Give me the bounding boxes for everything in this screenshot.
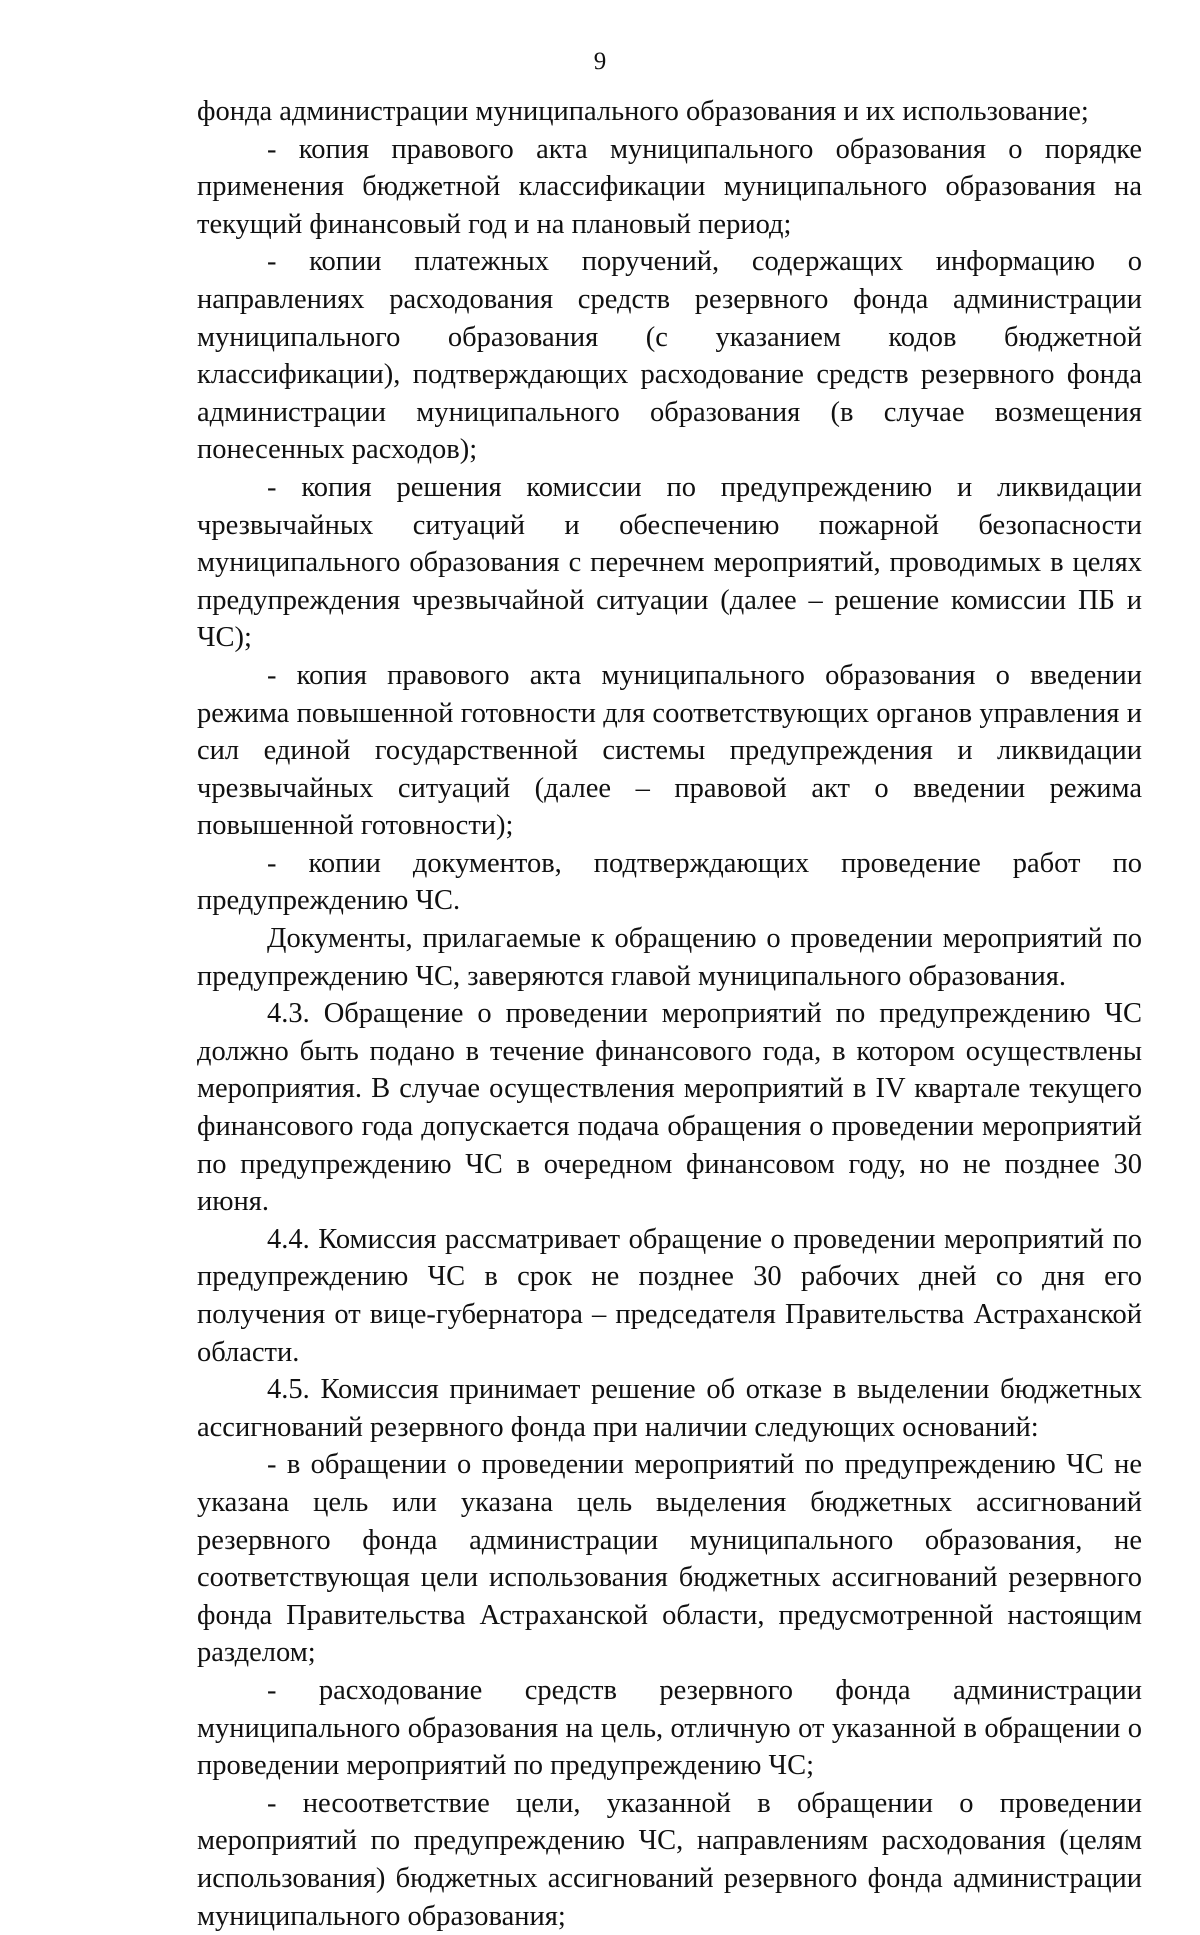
document-body	[197, 93, 1142, 1935]
page-number: 9	[593, 48, 607, 75]
paragraph-budget-classification-act: - копия правового акта муниципального образования о порядке применения бюджетной классификации муниципального образования на текущий финансовый год и на плановый период;	[197, 133, 1142, 240]
paragraph-high-alert-act: - копия правового акта муниципального образования о введении режима повышенной готовности для соответствующих органов управления и сил единой государственной системы предупреждения и ликвидации чрезвычайных ситуаций (далее – правовой акт о введении режима повышенной готовности);	[197, 659, 1142, 842]
paragraph-continuation: фонда администрации муниципального образования и их использование;	[197, 96, 1089, 127]
paragraph-certification: Документы, прилагаемые к обращению о проведении мероприятий по предупреждению ЧС, заверяются главой муниципального образования.	[197, 923, 1142, 992]
paragraph-commission-decision: - копия решения комиссии по предупреждению и ликвидации чрезвычайных ситуаций и обеспечению пожарной безопасности муниципального образования с перечнем мероприятий, проводимых в целях предупреждения чрезвычайной ситуации (далее – решение комиссии ПБ и ЧС);	[197, 471, 1142, 654]
paragraph-4-5: 4.5. Комиссия принимает решение об отказе в выделении бюджетных ассигнований резервного фонда при наличии следующих оснований:	[197, 1374, 1142, 1443]
paragraph-4-4: 4.4. Комиссия рассматривает обращение о проведении мероприятий по предупреждению ЧС в срок не позднее 30 рабочих дней со дня его получения от вице-губернатора – председателя Правительства Астраханской области.	[197, 1223, 1142, 1368]
paragraph-4-3: 4.3. Обращение о проведении мероприятий по предупреждению ЧС должно быть подано в течение финансового года, в котором осуществлены мероприятия. В случае осуществления мероприятий в IV квартале текущего финансового года допускается подача обращения о проведении мероприятий по предупреждению ЧС в очередном финансовом году, но не позднее 30 июня.	[197, 998, 1142, 1218]
paragraph-refusal-ground-mismatch: - несоответствие цели, указанной в обращении о проведении мероприятий по предупреждению ЧС, направлениям расходования (целям использования) бюджетных ассигнований резервного фонда администрации муниципального образования;	[197, 1787, 1142, 1932]
paragraph-refusal-ground-purpose: - в обращении о проведении мероприятий по предупреждению ЧС не указана цель или указана цель выделения бюджетных ассигнований резервного фонда администрации муниципального образования, не соответствующая цели использования бюджетных ассигнований резервного фонда Правительства Астраханской области, предусмотренной настоящим разделом;	[197, 1449, 1142, 1669]
paragraph-supporting-documents: - копии документов, подтверждающих проведение работ по предупреждению ЧС.	[197, 847, 1142, 917]
paragraph-payment-orders: - копии платежных поручений, содержащих информацию о направлениях расходования средств резервного фонда администрации муниципального образования (с указанием кодов бюджетной классификации), подтверждающих расходование средств резервного фонда администрации муниципального образования (в случае возмещения понесенных расходов);	[197, 246, 1142, 466]
paragraph-refusal-ground-spending: - расходование средств резервного фонда администрации муниципального образования на цель, отличную от указанной в обращении о проведении мероприятий по предупреждению ЧС;	[197, 1674, 1142, 1782]
